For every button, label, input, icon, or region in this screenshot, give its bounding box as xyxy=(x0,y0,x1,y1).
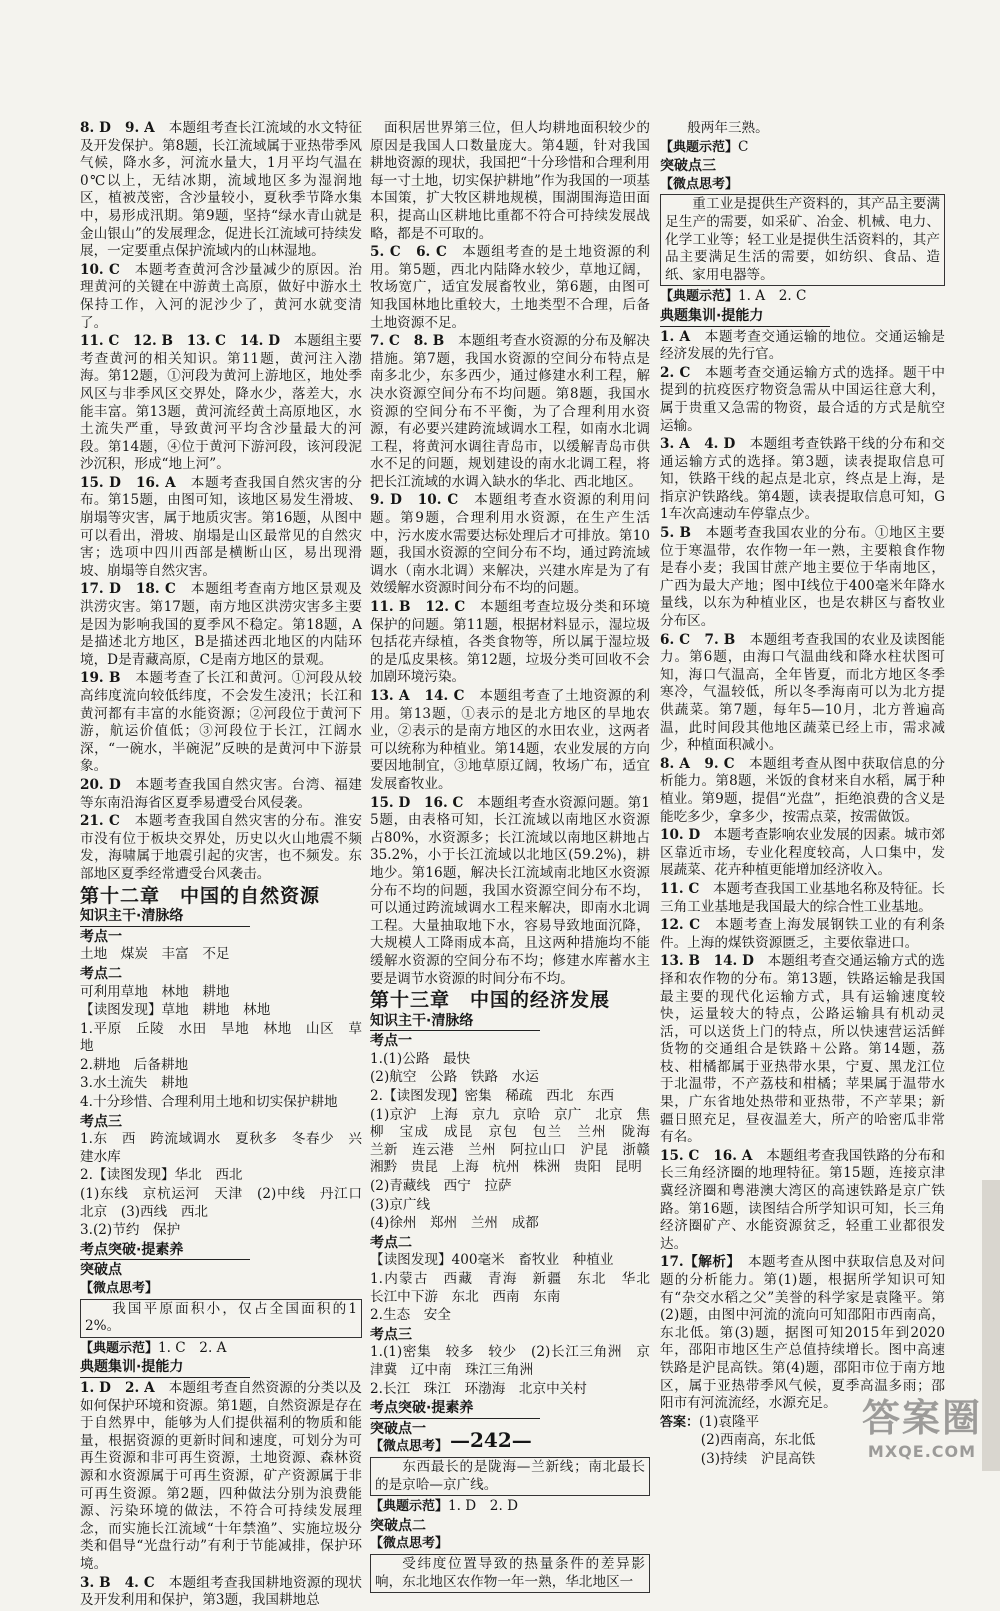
explanation-text: 本题考查交通运输的地位。交通运输是经济发展的先行官。 xyxy=(660,328,945,363)
answer-item xyxy=(660,827,945,880)
explanation-text: 本题组考查水资源问题。第15题，由表格可知，长江流域以南地区水资源占80%，水资源多；长江流域以南地区耕地占35.2%，小于长江流域以北地区(59.2%)，耕地少。第16题，解决长江流域南北地区水资源分布不均的问题，我国水资源空间分布不均，可以通过跨流域调水工程来解决，即南水北调工程。大量抽取地下水，容易导致地面沉降，大规模人工降雨成本高，且这两种措施均不能缓解水资源的空间分布不均；修建水库蓄水主要是调节水资源的时间分布不均。 xyxy=(370,794,651,987)
tupodian-heading: 突破点二 xyxy=(370,1517,426,1534)
page-number: —242— xyxy=(450,1428,532,1452)
kaodian-line: 【读图发现】400毫米 畜牧业 种植业 xyxy=(370,1252,614,1269)
kaodian-line: 1.(1)公路 最快 xyxy=(370,1050,471,1067)
answer-label: 答案： xyxy=(660,1414,700,1430)
question-number xyxy=(370,120,384,136)
dianti-answer: C xyxy=(738,138,749,155)
explanation-text: 本题组考查垃圾分类和环境保护的问题。第11题，根据材料显示，湿垃圾包括花卉绿植，各类食物等，所以属于湿垃圾的是瓜皮果核。第12题，垃圾分类可回收不会加剧环境污染。 xyxy=(370,599,651,686)
kaodian-line: (2)航空 公路 铁路 水运 xyxy=(370,1069,539,1086)
answer-item xyxy=(660,329,945,364)
explanation-text: 本题组考查我国的农业及读图能力。第6题，由海口气温曲线和降水柱状图可知，海口气温高，全年皆夏，而北方地区冬季寒冷，气温较低，所以冬季海南可以为北方提供蔬菜。第7题，每年5—10月，北方普遍高温，此时间段其他地区蔬菜已经上市，需求减少，种植面积减小。 xyxy=(660,631,946,754)
weidian-text: 受纬度位置导致的热量条件的差异影响，东北地区农作物一年一熟，华北地区一 xyxy=(370,1554,650,1593)
answer-line: (2)西南高，东北低 xyxy=(700,1432,816,1449)
answer-item xyxy=(80,1575,362,1610)
question-number: 1. D 2. A xyxy=(80,1379,169,1396)
answer-list xyxy=(370,120,650,988)
kaodian-line: 1.东 西 跨流域调水 夏秋多 冬春少 兴建水库 xyxy=(80,1131,362,1165)
answer-item xyxy=(80,777,362,812)
answer-item xyxy=(80,475,362,581)
question-number: 15. C 16. A xyxy=(660,1147,767,1164)
explanation-text: 本题考查我国自然灾害的分布。淮安市没有位于板块交界处，历史以火山地震不频发，海啸属于地震引起的灾害，也不频发。东部地区夏季经常遭受台风袭击。 xyxy=(80,813,363,882)
dianti-label: 【典题示范】 xyxy=(660,289,739,305)
explanation-text: 本题考查交通运输方式的选择。题干中提到的抗疫医疗物资急需从中国运往意大利，属于贵重又急需的物资，最合适的方式是航空运输。 xyxy=(660,364,946,434)
kaodian-line: 3.(2)节约 保护 xyxy=(80,1222,181,1239)
question-number: 6. C 7. B xyxy=(660,631,750,648)
explanation-text: 本题组考查南方地区景观及洪涝灾害。第17题，南方地区洪涝灾害多主要是因为影响我国的夏季风不稳定。第18题，A是描述北方地区，B是描述西北地区的内陆环境，D是青藏高原，C是南方地区的景观。 xyxy=(80,581,362,668)
dianti-answer: 1. C 2. A xyxy=(158,1339,227,1356)
page-edge xyxy=(982,1180,1000,1471)
weidian-label: 【微点思考】 xyxy=(370,1439,449,1455)
question-number: 15. D 16. A xyxy=(80,474,191,491)
kaodian-line: (2)青藏线 西宁 拉萨 xyxy=(370,1178,512,1195)
question-number: 11. C 12. B 13. C 14. D xyxy=(80,333,294,350)
kaodian-line: (1)京沪 上海 京九 京哈 京广 北京 焦柳 宝成 成昆 京包 包兰 兰州 陇海 兰新 连云港 兰州 阿拉山口 沪昆 浙赣 湘黔 贵昆 上海 杭州 株洲 贵阳 昆明 xyxy=(370,1106,664,1176)
kaodian-line: 2.【读图发现】华北 西北 xyxy=(80,1167,243,1184)
question-number: 10. C xyxy=(80,261,135,278)
kaodian-lines xyxy=(80,984,362,1112)
kaodian-heading: 考点二 xyxy=(80,965,122,982)
answer-item xyxy=(660,525,945,631)
tupodian-heading: 突破点三 xyxy=(660,158,716,175)
dianti-label: 【典题示范】 xyxy=(370,1499,449,1515)
chapter-title: 第十三章 中国的经济发展 xyxy=(370,989,611,1012)
question-number: 7. C 8. B xyxy=(370,333,459,350)
explanation-text: 本题考查我国农业的分布。①地区主要位于寒温带，农作物一年一熟，主要粮食作物是春小麦；我国甘蔗产地主要位于华南地区，广西为最大产地；图中Ⅰ线位于400毫米年降水量线，以东为种植业区，也是农耕区与畜牧业分布区。 xyxy=(660,525,945,630)
answer-item xyxy=(370,120,650,243)
explanation-text: 面积居世界第三位，但人均耕地面积较少的原因是我国人口数量庞大。第4题，针对我国耕地资源的现状，我国把“十分珍惜和合理利用每一寸土地，切实保护耕地”作为我国的一项基本国策，扩大牧区耕地规模，围湖围海造田面积，提高山区耕地比重都不符合可持续发展战略，都是不可取的。 xyxy=(370,120,651,242)
answer-line: (1)袁隆平 xyxy=(699,1413,760,1430)
kaodian-lines xyxy=(370,1252,664,1324)
kaodian-line: (4)徐州 郑州 兰州 成都 xyxy=(370,1215,539,1232)
answer-line: (3)持续 沪昆高铁 xyxy=(700,1450,816,1467)
kaodian-heading: 考点三 xyxy=(80,1113,122,1130)
question-number: 8. D 9. A xyxy=(80,120,169,136)
kaodian-line: 3.水土流失 耕地 xyxy=(80,1075,189,1092)
question-number: 12. C xyxy=(660,917,716,934)
answer-item xyxy=(370,795,650,989)
section-heading: 知识主干·清脉络 xyxy=(80,908,250,927)
explanation-text: 本题组考查自然资源的分类以及如何保护环境和资源。第1题，自然资源是存在于自然界中，能够为人们提供福利的物质和能量，根据资源的更新时间和速度，可划分为可再生资源和非可再生资源，土地资源、森林资源和水资源属于可再生资源，矿产资源属于非可再生资源。第2题，四种做法分别为浪费能源、污染环境的做法，不符合可持续发展理念，而实施长江流域“十年禁渔”、实施垃圾分类和倡导“光盘行动”有利于节能减排，保护环境。 xyxy=(80,1379,362,1572)
kaodian-lines xyxy=(370,1050,664,1233)
answer-item xyxy=(660,917,945,952)
continued-text: 般两年三熟。 xyxy=(687,120,769,136)
dianti-label: 【典题示范】 xyxy=(660,139,739,155)
answer-item xyxy=(370,599,650,687)
answer-item xyxy=(80,333,362,474)
kaodian-line: 可利用草地 林地 耕地 xyxy=(80,983,230,1000)
weidian-text: 我国平原面积小，仅占全国面积的12%。 xyxy=(80,1299,362,1338)
kaodian-heading: 考点一 xyxy=(80,928,122,945)
tupodian-heading: 突破点 xyxy=(80,1262,122,1279)
question-number: 19. B xyxy=(80,670,136,687)
explanation-text: 本题考查上海发展钢铁工业的有利条件。上海的煤铁资源匮乏，主要依靠进口。 xyxy=(660,917,946,951)
dianti-answer: 1. A 2. C xyxy=(738,288,807,305)
section-heading: 典题集训·提能力 xyxy=(660,308,830,327)
kaodian-lines xyxy=(80,1131,376,1240)
question-number: 21. C xyxy=(80,813,135,830)
answer-item xyxy=(660,953,945,1147)
kaodian-heading: 考点三 xyxy=(370,1326,412,1343)
column-left xyxy=(80,120,376,1611)
question-number: 8. A 9. C xyxy=(660,755,750,772)
explanation-text: 本题组考查我国铁路的分布和长三角经济圈的地理特征。第15题，连接京津冀经济圈和粤港澳大湾区的高速铁路是京广铁路。第16题，读图结合所学知识可知，长三角经济圈矿产、水能资源贫乏，轻重工业都很发达。 xyxy=(660,1147,945,1252)
explanation-text: 本题组考查长江流域的水文特征及开发保护。第8题，长江流域属于亚热带季风气候，降水多，河流水量大，1月平均气温在0℃以上，无结冰期，流域地区多为湿润地区，植被茂密，含沙量较小，夏秋季节降水集中，易形成汛期。第9题，坚持“绿水青山就是金山银山”的发展理念，促进长江流域可持续发展，一定要重点保护流域内的山林湿地。 xyxy=(80,120,362,260)
answer-item xyxy=(80,581,362,669)
question-number: 17.【解析】 xyxy=(660,1254,748,1271)
section-heading: 考点突破·提素养 xyxy=(370,1400,540,1419)
explanation-text: 本题组考查水资源的分布及解决措施。第7题，我国水资源的空间分布特点是南多北少，东多西少，通过修建水利工程，解决水资源空间分布不均问题。第8题，我国水资源的空间分布不平衡，为了合理利用水资源，有必要兴建跨流域调水工程，如南水北调工程，将黄河水调往青岛市，以缓解青岛市供水不足的问题，规划建设的南水北调工程，将把长江流域的水调入缺水的华北、西北地区。 xyxy=(370,333,651,490)
section-heading: 知识主干·清脉络 xyxy=(370,1013,540,1032)
section-heading: 典题集训·提能力 xyxy=(80,1359,250,1378)
kaodian-line: 【读图发现】草地 耕地 林地 xyxy=(80,1002,271,1019)
watermark-logo: 答案圈 MXQE.COM xyxy=(861,1396,982,1461)
answer-item xyxy=(660,365,945,435)
dianti-label: 【典题示范】 xyxy=(80,1340,159,1356)
question-number: 20. D xyxy=(80,776,136,793)
section-heading: 考点突破·提素养 xyxy=(80,1242,250,1261)
answer-item xyxy=(80,120,362,261)
answer-list xyxy=(80,120,362,884)
explanation-text: 本题考查我国自然灾害的分布。第15题，由图可知，该地区易发生滑坡、崩塌等灾害，属于地质灾害。第16题，从图中可以看出，滑坡、崩塌是山区最常见的自然灾害；选项中四川西部是横断山区，易出现滑坡、崩塌等自然灾害。 xyxy=(80,474,362,579)
kaodian-heading: 考点一 xyxy=(370,1033,412,1050)
question-number: 11. B 12. C xyxy=(370,599,481,616)
answer-item xyxy=(80,670,362,776)
explanation-text: 本题考查影响农业发展的因素。城市郊区靠近市场，专业化程度较高，人口集中，发展蔬菜、花卉种植更能增加经济收入。 xyxy=(660,827,946,879)
question-number: 15. D 16. C xyxy=(370,794,478,811)
column-right xyxy=(660,120,945,1470)
answer-item xyxy=(370,333,650,491)
column-middle xyxy=(370,120,664,1595)
answer-item xyxy=(80,1380,362,1574)
answer-item xyxy=(80,813,362,883)
kaodian-line: (3)京广线 xyxy=(370,1196,431,1213)
kaodian-line: 1.平原 丘陵 水田 旱地 林地 山区 草地 xyxy=(80,1020,362,1055)
question-number: 5. C 6. C xyxy=(370,244,463,261)
explanation-text: 本题组考查的是土地资源的利用。第5题，西北内陆降水较少，草地辽阔，牧场宽广，适宜发展畜牧业，第6题，由图可知我国林地比重较大，土地类型不合理，后备土地资源不足。 xyxy=(370,244,650,331)
weidian-text: 东西最长的是陇海—兰新线；南北最长的是京哈—京广线。 xyxy=(370,1457,650,1496)
explanation-text: 本题考查黄河含沙量减少的原因。治理黄河的关键在中游黄土高原，做好中游水土保持工作，入河的泥沙少了，黄河水就变清了。 xyxy=(80,261,363,331)
explanation-text: 本题组考查从图中获取信息的分析能力。第8题，米饭的食材来自水稻，属于种植业。第9题，提倡“光盘”，拒绝浪费的含义是能吃多少，拿多少，按需点菜，按需做饭。 xyxy=(660,755,946,825)
weidian-text: 重工业是提供生产资料的，其产品主要满足生产的需要，如采矿、冶金、机械、电力、化学工业等；轻工业是提供生活资料的，其产品主要满足生活的需要，如纺织、食品、造纸、家用电器等。 xyxy=(660,194,945,286)
explanation-text: 本题组主要考查黄河的相关知识。第11题，黄河注入渤海。第12题，①河段为黄河上游地区，地处季风区与非季风区交界处，降水少，落差大，水能丰富。第13题，黄河流经黄土高原地区，水土流失严重，导致黄河平均含沙量最大的河段。第14题，④位于黄河下游河段，该河段泥沙沉积，形成“地上河”。 xyxy=(80,333,363,473)
kaodian-line: 2.长江 珠江 环渤海 北京中关村 xyxy=(370,1380,587,1397)
explanation-text: 本题组考查水资源的利用问题。第9题，合理利用水资源，在生产生活中，污水废水需要达标处理后才可排放。第10题，我国水资源的空间分布不均，通过跨流域调水（南水北调）来解决，兴建水库是为了有效缓解水资源时间分布不均的问题。 xyxy=(370,492,650,597)
kaodian-heading: 考点二 xyxy=(370,1234,412,1251)
explanation-text: 本题组考查我国耕地资源的现状及开发利用和保护，第3题，我国耕地总 xyxy=(80,1574,363,1609)
kaodian-line: 2.耕地 后备耕地 xyxy=(80,1056,189,1073)
answer-list xyxy=(660,329,945,1413)
answer-item xyxy=(370,688,650,794)
explanation-text: 本题考查我国自然灾害。台湾、福建等东南沿海省区夏季易遭受台风侵袭。 xyxy=(80,776,363,811)
answer-item xyxy=(660,881,945,916)
question-number: 13. B 14. D xyxy=(660,953,768,970)
weidian-label: 【微点思考】 xyxy=(80,1281,159,1296)
answer-item xyxy=(80,262,362,332)
kaodian-lines xyxy=(370,1344,650,1398)
question-number: 5. B xyxy=(660,525,706,542)
question-number: 10. D xyxy=(660,827,714,844)
kaodian-line: 1.内蒙古 西藏 青海 新疆 东北 华北 长江中下游 东北 西南 东南 xyxy=(370,1271,664,1305)
kaodian-line: 1.(1)密集 较多 较少 (2)长江三角洲 京津冀 辽中南 珠江三角洲 xyxy=(370,1344,650,1378)
kaodian-line: 2.【读图发现】密集 稀疏 西北 东西 xyxy=(370,1088,615,1105)
explanation-text: 本题组考查铁路干线的分布和交通运输方式的选择。第3题，读表提取信息可知，铁路干线的起点是北京，终点是上海，是指京沪铁路线。第4题，读表提取信息可知，G1车次高速动车停靠点少。 xyxy=(660,436,946,523)
answer-item xyxy=(660,1148,945,1254)
question-number: 2. C xyxy=(660,364,706,381)
question-number: 11. C xyxy=(660,880,713,897)
kaodian-line: 土地 煤炭 丰富 不足 xyxy=(80,946,230,963)
answer-list xyxy=(80,1380,362,1610)
weidian-label: 【微点思考】 xyxy=(370,1536,449,1552)
answer-item xyxy=(660,632,945,755)
question-number: 1. A xyxy=(660,328,705,345)
answer-item xyxy=(370,244,650,332)
kaodian-line: 4.十分珍惜、合理利用土地和切实保护耕地 xyxy=(80,1094,338,1111)
explanation-text: 本题考查了长江和黄河。①河段从较高纬度流向较低纬度，不会发生凌汛；长江和黄河都有丰富的水能资源；②河段位于黄河下游，航运价值低；③河段位于长江，江阔水深，“一碗水，半碗泥”反映的是黄河中下游景象。 xyxy=(80,670,363,775)
question-number: 17. D 18. C xyxy=(80,581,191,598)
kaodian-line: 2.生态 安全 xyxy=(370,1307,451,1324)
dianti-answer: 1. D 2. D xyxy=(448,1498,518,1515)
kaodian-line: (1)东线 京杭运河 天津 (2)中线 丹江口 北京 (3)西线 西北 xyxy=(80,1186,376,1220)
question-number: 3. A 4. D xyxy=(660,436,750,453)
chapter-title: 第十二章 中国的自然资源 xyxy=(80,884,321,907)
answer-item xyxy=(660,436,945,524)
question-number: 13. A 14. C xyxy=(370,688,480,704)
tupodian-heading: 突破点一 xyxy=(370,1420,426,1437)
answer-item xyxy=(660,756,945,826)
explanation-text: 本题考查从图中获取信息及对问题的分析能力。第(1)题，根据所学知识可知有“杂交水稻之父”美誉的科学家是袁隆平。第(2)题，由图中河流的流向可知邵阳市西南高，东北低。第(3)题，据图可知2015年到2020年，邵阳市地区生产总值持续增长。图中高速铁路是沪昆高铁。第(4)题，邵阳市位于南方地区，属于亚热带季风气候，夏季高温多雨；邵阳市有河流流经，水源充足。 xyxy=(660,1254,945,1412)
explanation-text: 本题考查我国工业基地名称及特征。长三角工业基地是我国最大的综合性工业基地。 xyxy=(660,880,946,915)
explanation-text: 本题组考查了土地资源的利用。第13题，①表示的是北方地区的旱地农业，②表示的是南方地区的水田农业，这两者可以统称为种植业。第14题，农业发展的方向要因地制宜，③地草原辽阔，牧场广布，适宜发展畜牧业。 xyxy=(370,688,651,792)
question-number: 9. D 10. C xyxy=(370,492,475,509)
explanation-text: 本题组考查交通运输方式的选择和农作物的分布。第13题，铁路运输是我国最主要的现代化运输方式，具有运输速度较快，运量较大的特点，公路运输具有机动灵活，可以送货上门的特点，所以快速营运活鲜货物的交通组合是铁路＋公路。第14题，荔枝、柑橘都属于亚热带水果，宁夏、黑龙江位于北温带，不产荔枝和柑橘；苹果属于温带水果，广东省地处热带和亚热带，不产苹果；新疆日照充足，昼夜温差大，所产的哈密瓜非常有名。 xyxy=(660,953,946,1146)
question-number: 3. B 4. C xyxy=(80,1574,169,1591)
weidian-label: 【微点思考】 xyxy=(660,176,739,192)
answer-item xyxy=(370,492,650,598)
